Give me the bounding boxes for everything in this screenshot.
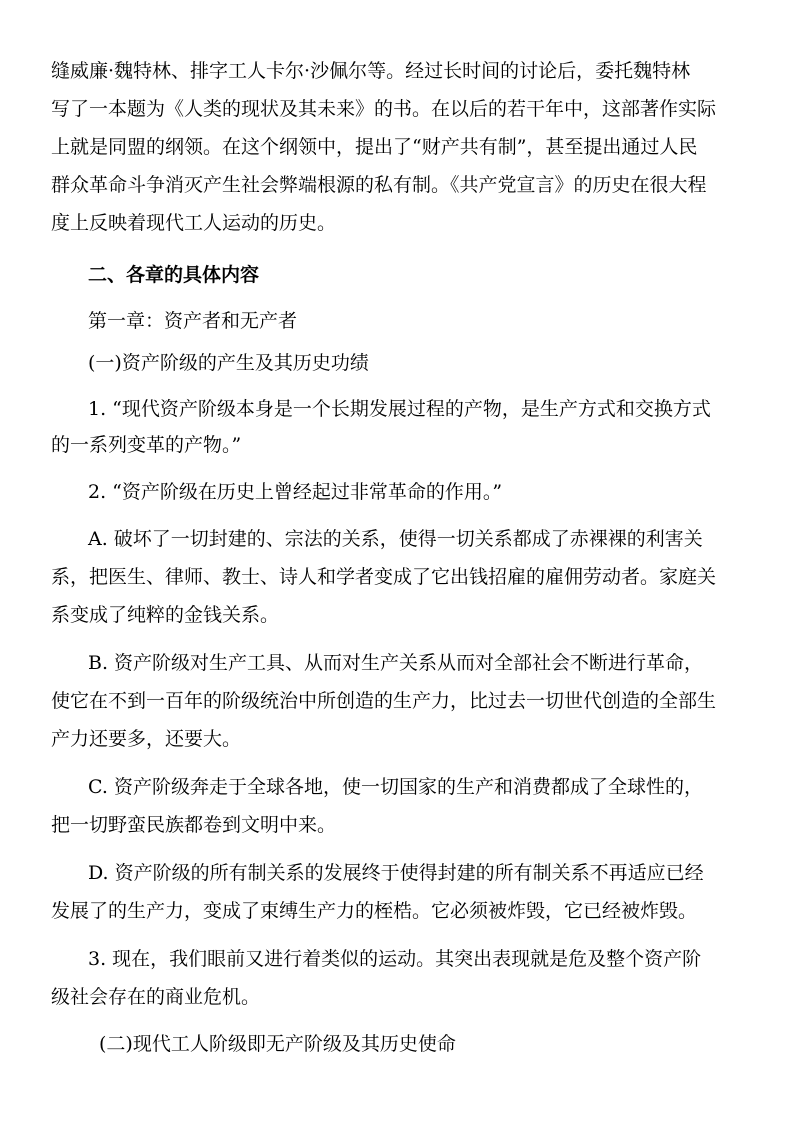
body-text-line: 上就是同盟的纲领。在这个纲领中，提出了“财产共有制”，甚至提出通过人民 <box>51 136 698 158</box>
body-text-line: B. 资产阶级对生产工具、从而对生产关系从而对全部社会不断进行革命， <box>88 652 704 674</box>
body-text-line: 产力还要多，还要大。 <box>51 728 242 750</box>
body-text-line: 群众革命斗争消灭产生社会弊端根源的私有制。《共产党宣言》的历史在很大程 <box>51 174 707 196</box>
body-text-line: 3. 现在，我们眼前又进行着类似的运动。其突出表现就是危及整个资产阶 <box>88 948 702 970</box>
body-text-line: 2. “资产阶级在历史上曾经起过非常革命的作用。” <box>88 481 503 503</box>
body-text-line: D. 资产阶级的所有制关系的发展终于使得封建的所有制关系不再适应已经 <box>88 862 704 884</box>
body-text-line: C. 资产阶级奔走于全球各地，使一切国家的生产和消费都成了全球性的， <box>88 776 703 798</box>
body-text-line: 发展了的生产力，变成了束缚生产力的桎梏。它必须被炸毁，它已经被炸毁。 <box>51 900 698 922</box>
body-text-line: 的一系列变革的产物。” <box>51 434 242 456</box>
chapter-title: 第一章：资产者和无产者 <box>88 310 298 332</box>
section-heading: 二、各章的具体内容 <box>88 264 260 286</box>
body-text-line: A. 破坏了一切封建的、宗法的关系，使得一切关系都成了赤裸裸的利害关 <box>88 528 703 550</box>
subsection-heading: (二)现代工人阶级即无产阶级及其历史使命 <box>99 1033 456 1055</box>
body-text-line: 把一切野蛮民族都卷到文明中来。 <box>51 814 337 836</box>
subsection-heading: (一)资产阶级的产生及其历史功绩 <box>88 352 369 374</box>
body-text-line: 使它在不到一百年的阶级统治中所创造的生产力，比过去一切世代创造的全部生 <box>51 690 717 712</box>
body-text-line: 写了一本题为《人类的现状及其未来》的书。在以后的若干年中，这部著作实际 <box>51 98 717 120</box>
body-text-line: 级社会存在的商业危机。 <box>51 986 261 1008</box>
body-text-line: 度上反映着现代工人运动的历史。 <box>51 212 337 234</box>
body-text-line: 系变成了纯粹的金钱关系。 <box>51 604 280 626</box>
body-text-line: 系，把医生、律师、教士、诗人和学者变成了它出钱招雇的雇佣劳动者。家庭关 <box>51 566 717 588</box>
body-text-line: 缝威廉·魏特林、排字工人卡尔·沙佩尔等。经过长时间的讨论后，委托魏特林 <box>51 60 691 82</box>
body-text-line: 1. “现代资产阶级本身是一个长期发展过程的产物，是生产方式和交换方式 <box>88 398 711 420</box>
